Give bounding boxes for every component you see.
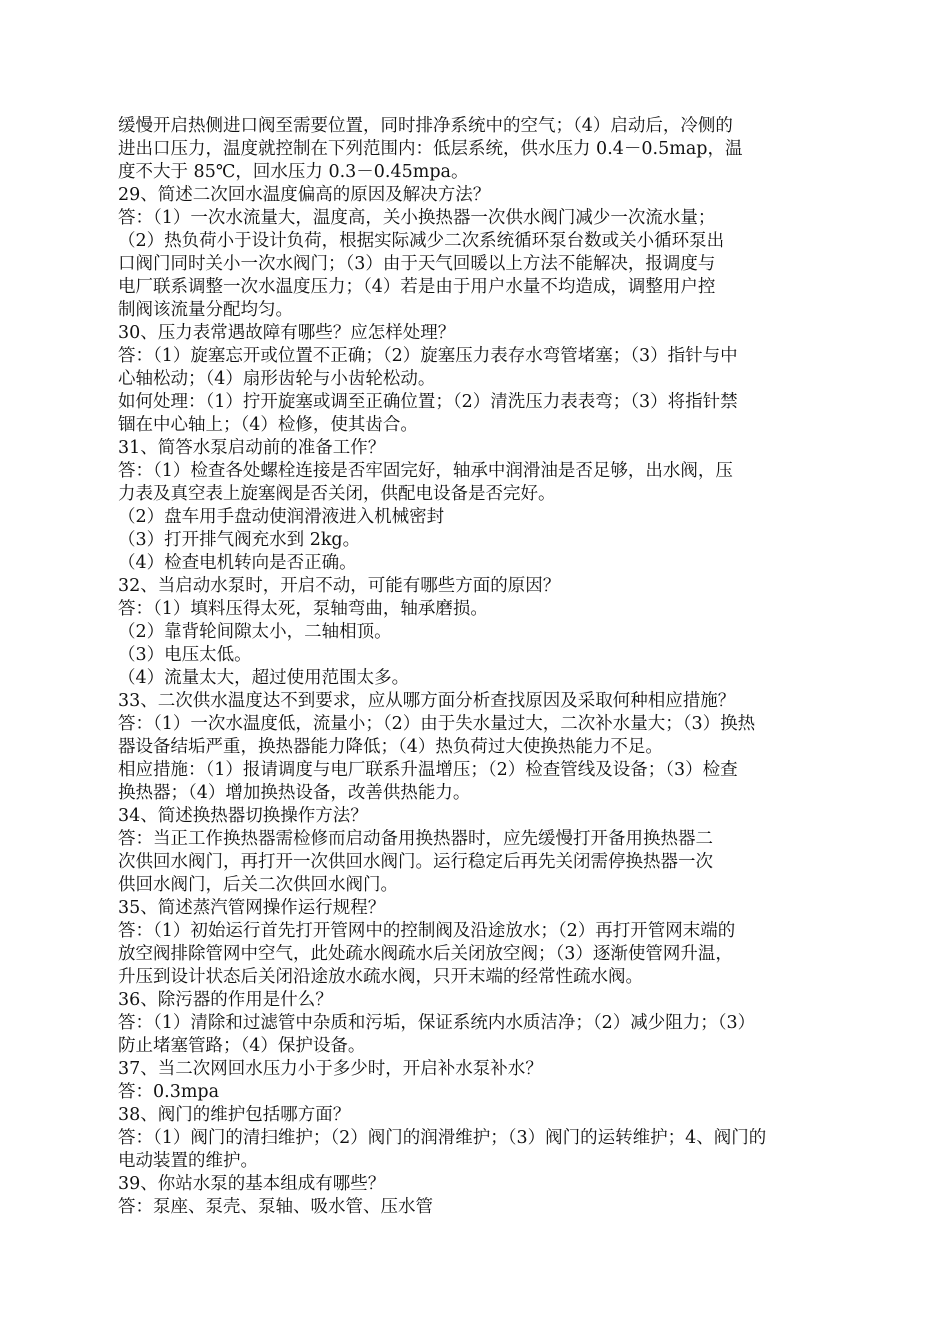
text-line: 答：（1）一次水流量大，温度高，关小换热器一次供水阀门减少一次流水量； xyxy=(118,208,716,228)
question-29: 29、简述二次回水温度偏高的原因及解决方法？ xyxy=(118,185,491,205)
text-line: 电动装置的维护。 xyxy=(118,1151,258,1171)
text-line: 锢在中心轴上；（4）检修，使其齿合。 xyxy=(118,415,418,435)
text-line: 口阀门同时关小一次水阀门；（3）由于天气回暖以上方法不能解决，报调度与 xyxy=(118,254,716,274)
text-line: （2）盘车用手盘动使润滑液进入机械密封 xyxy=(118,507,445,527)
text-line: 进出口压力，温度就控制在下列范围内：低层系统，供水压力 0.4－0.5map，温 xyxy=(118,139,743,159)
text-line: 答：0.3mpa xyxy=(118,1082,220,1102)
text-line: 电厂联系调整一次水温度压力；（4）若是由于用户水量不均造成，调整用户控 xyxy=(118,277,716,297)
question-35: 35、简述蒸汽管网操作运行规程？ xyxy=(118,898,386,918)
text-line: 力表及真空表上旋塞阀是否关闭，供配电设备是否完好。 xyxy=(118,484,556,504)
text-line: 度不大于 85℃，回水压力 0.3－0.45mpa。 xyxy=(118,162,469,182)
text-line: 答：当正工作换热器需检修而启动备用换热器时，应先缓慢打开备用换热器二 xyxy=(118,829,713,849)
text-line: 答：（1）初始运行首先打开管网中的控制阀及沿途放水；（2）再打开管网末端的 xyxy=(118,921,736,941)
question-39: 39、你站水泵的基本组成有哪些？ xyxy=(118,1174,386,1194)
text-line: 答：泵座、泵壳、泵轴、吸水管、压水管 xyxy=(118,1197,433,1217)
question-37: 37、当二次网回水压力小于多少时，开启补水泵补水？ xyxy=(118,1059,543,1079)
text-line: （2）热负荷小于设计负荷，根据实际减少二次系统循环泵台数或关小循环泵出 xyxy=(118,231,725,251)
question-30: 30、压力表常遇故障有哪些？应怎样处理？ xyxy=(118,323,456,343)
text-line: （3）电压太低。 xyxy=(118,645,252,665)
text-line: 答：（1）清除和过滤管中杂质和污垢，保证系统内水质洁净；（2）减少阻力；（3） xyxy=(118,1013,756,1033)
text-line: 答：（1）一次水温度低，流量小；（2）由于失水量过大，二次补水量大；（3）换热 xyxy=(118,714,756,734)
question-38: 38、阀门的维护包括哪方面？ xyxy=(118,1105,351,1125)
text-line: 答：（1）阀门的清扫维护；（2）阀门的润滑维护；（3）阀门的运转维护；4、阀门的 xyxy=(118,1128,767,1148)
text-line: 升压到设计状态后关闭沿途放水疏水阀，只开末端的经常性疏水阀。 xyxy=(118,967,643,987)
text-line: 答：（1）填料压得太死，泵轴弯曲，轴承磨损。 xyxy=(118,599,488,619)
text-line: 器设备结垢严重，换热器能力降低；（4）热负荷过大使换热能力不足。 xyxy=(118,737,663,757)
text-line: 供回水阀门，后关二次供回水阀门。 xyxy=(118,875,398,895)
text-line: 如何处理：（1）拧开旋塞或调至正确位置；（2）清洗压力表表弯；（3）将指针禁 xyxy=(118,392,738,412)
question-34: 34、简述换热器切换操作方法？ xyxy=(118,806,368,826)
text-line: 答：（1）检查各处螺栓连接是否牢固完好，轴承中润滑油是否足够，出水阀，压 xyxy=(118,461,733,481)
text-line: （3）打开排气阀充水到 2kg。 xyxy=(118,530,361,550)
text-line: 心轴松动；（4）扇形齿轮与小齿轮松动。 xyxy=(118,369,436,389)
document-page xyxy=(118,115,838,1219)
text-line: 答：（1）旋塞忘开或位置不正确；（2）旋塞压力表存水弯管堵塞；（3）指针与中 xyxy=(118,346,738,366)
text-line: （4）检查电机转向是否正确。 xyxy=(118,553,357,573)
question-36: 36、除污器的作用是什么？ xyxy=(118,990,333,1010)
text-line: （2）靠背轮间隙太小，二轴相顶。 xyxy=(118,622,392,642)
text-line: 相应措施：（1）报请调度与电厂联系升温增压；（2）检查管线及设备；（3）检查 xyxy=(118,760,738,780)
text-line: 防止堵塞管路；（4）保护设备。 xyxy=(118,1036,366,1056)
text-line: 换热器；（4）增加换热设备，改善供热能力。 xyxy=(118,783,471,803)
question-31: 31、简答水泵启动前的准备工作？ xyxy=(118,438,386,458)
text-line: 制阀该流量分配均匀。 xyxy=(118,300,293,320)
question-33: 33、二次供水温度达不到要求，应从哪方面分析查找原因及采取何种相应措施？ xyxy=(118,691,736,711)
text-line: 放空阀排除管网中空气，此处疏水阀疏水后关闭放空阀；（3）逐渐使管网升温， xyxy=(118,944,733,964)
text-line: 缓慢开启热侧进口阀至需要位置，同时排净系统中的空气；（4）启动后，冷侧的 xyxy=(118,116,733,136)
text-line: （4）流量太大，超过使用范围太多。 xyxy=(118,668,410,688)
text-line: 次供回水阀门，再打开一次供回水阀门。运行稳定后再先关闭需停换热器一次 xyxy=(118,852,713,872)
question-32: 32、当启动水泵时，开启不动，可能有哪些方面的原因？ xyxy=(118,576,561,596)
